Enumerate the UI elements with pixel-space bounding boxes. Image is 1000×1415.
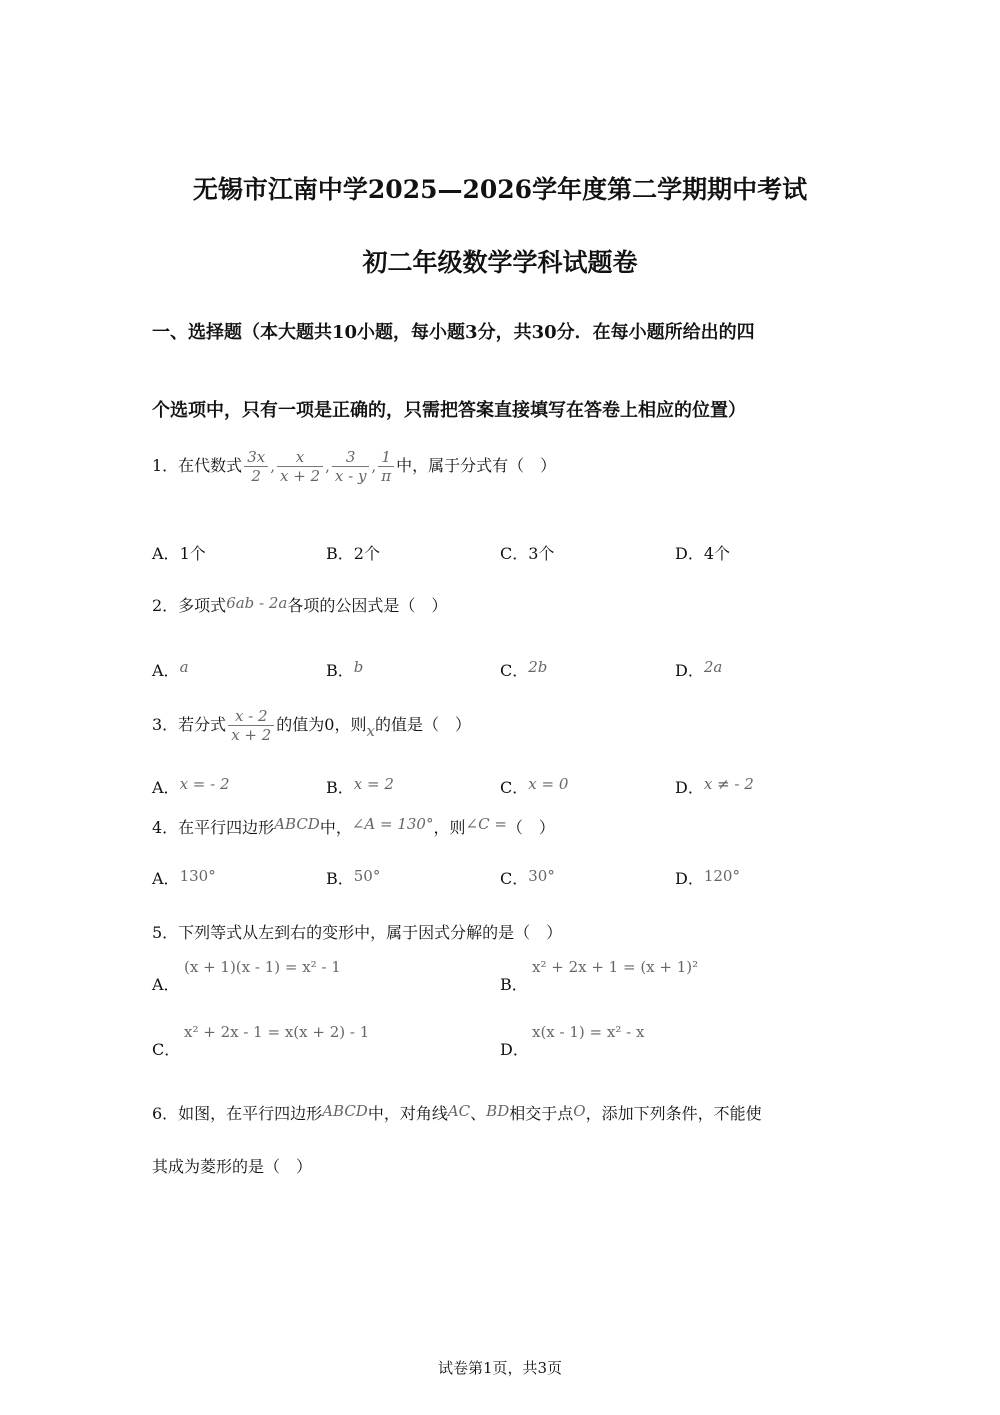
- q5-option-c-label[interactable]: C．: [152, 1040, 181, 1059]
- q3-option-d[interactable]: D．x ≠ - 2: [675, 775, 754, 797]
- fraction-q3: $\frac{x - 2}{x + 2}$: [228, 707, 274, 744]
- q5-option-d-math: x(x - 1) = x² - x: [532, 1023, 645, 1041]
- q1-option-b[interactable]: B．2个: [326, 544, 380, 563]
- q3-option-b[interactable]: B．x = 2: [326, 775, 394, 797]
- exam-title: 无锡市江南中学2025—2026学年度第二学期期中考试: [192, 175, 808, 204]
- question-1-suffix: 中，属于分式有（ ）: [396, 456, 557, 475]
- question-6-line2: 其成为菱形的是（ ）: [152, 1157, 313, 1176]
- question-5: 5．下列等式从左到右的变形中，属于因式分解的是（ ）: [152, 923, 563, 942]
- q4-option-d[interactable]: D．120°: [675, 867, 740, 888]
- section-heading-line2: 个选项中，只有一项是正确的，只需把答案直接填写在答卷上相应的位置）: [152, 400, 746, 421]
- exam-subtitle: 初二年级数学学科试题卷: [362, 248, 638, 277]
- question-1: 1．在代数式 $\frac{3x}{2}$ , $\frac{x}{x + 2}$ , $\frac{3}{x - y}$ , $\frac{1}{\pi}$ 中，属于分式有（ ）: [152, 448, 557, 485]
- q5-option-d-label[interactable]: D．: [500, 1040, 529, 1059]
- q5-option-a-math: (x + 1)(x - 1) = x² - 1: [184, 958, 341, 976]
- q4-option-a[interactable]: A．130°: [152, 867, 216, 888]
- fraction-4: $\frac{1}{\pi}$: [378, 448, 394, 485]
- q2-option-a[interactable]: A．a: [152, 658, 189, 680]
- question-3: 3．若分式 $\frac{x - 2}{x + 2}$ 的值为0，则x的值是（ ）: [152, 707, 471, 744]
- question-1-prefix: 1．在代数式: [152, 456, 243, 475]
- q3-option-a[interactable]: A．x = - 2: [152, 775, 230, 797]
- q4-option-b[interactable]: B．50°: [326, 867, 381, 888]
- q1-option-d[interactable]: D．4个: [675, 544, 731, 563]
- q5-option-b-label[interactable]: B．: [500, 975, 528, 994]
- fraction-2: $\frac{x}{x + 2}$: [277, 448, 323, 485]
- q1-option-c[interactable]: C．3个: [500, 544, 555, 563]
- q4-option-c[interactable]: C．30°: [500, 867, 555, 888]
- q2-option-d[interactable]: D．2a: [675, 658, 723, 680]
- question-2: 2．多项式6ab - 2a各项的公因式是（ ）: [152, 594, 448, 615]
- q3-option-c[interactable]: C．x = 0: [500, 775, 569, 797]
- q2-option-b[interactable]: B．b: [326, 658, 364, 680]
- fraction-1: $\frac{3x}{2}$: [244, 448, 268, 485]
- q5-option-a-label[interactable]: A．: [152, 975, 180, 994]
- question-6: 6．如图，在平行四边形ABCD中，对角线AC、BD相交于点O，添加下列条件，不能使: [152, 1102, 762, 1123]
- q2-option-c[interactable]: C．2b: [500, 658, 548, 680]
- q5-option-b-math: x² + 2x + 1 = (x + 1)²: [532, 958, 699, 976]
- section-heading-line1: 一、选择题（本大题共10小题，每小题3分，共30分．在每小题所给出的四: [152, 322, 755, 343]
- question-4: 4．在平行四边形ABCD中，∠A = 130°，则∠C =（ ）: [152, 815, 555, 837]
- q5-option-c-math: x² + 2x - 1 = x(x + 2) - 1: [184, 1023, 370, 1041]
- fraction-3: $\frac{3}{x - y}$: [332, 448, 370, 485]
- page-footer: 试卷第1页，共3页: [437, 1359, 563, 1377]
- q1-option-a[interactable]: A．1个: [152, 544, 206, 563]
- polynomial: 6ab - 2a: [226, 594, 288, 612]
